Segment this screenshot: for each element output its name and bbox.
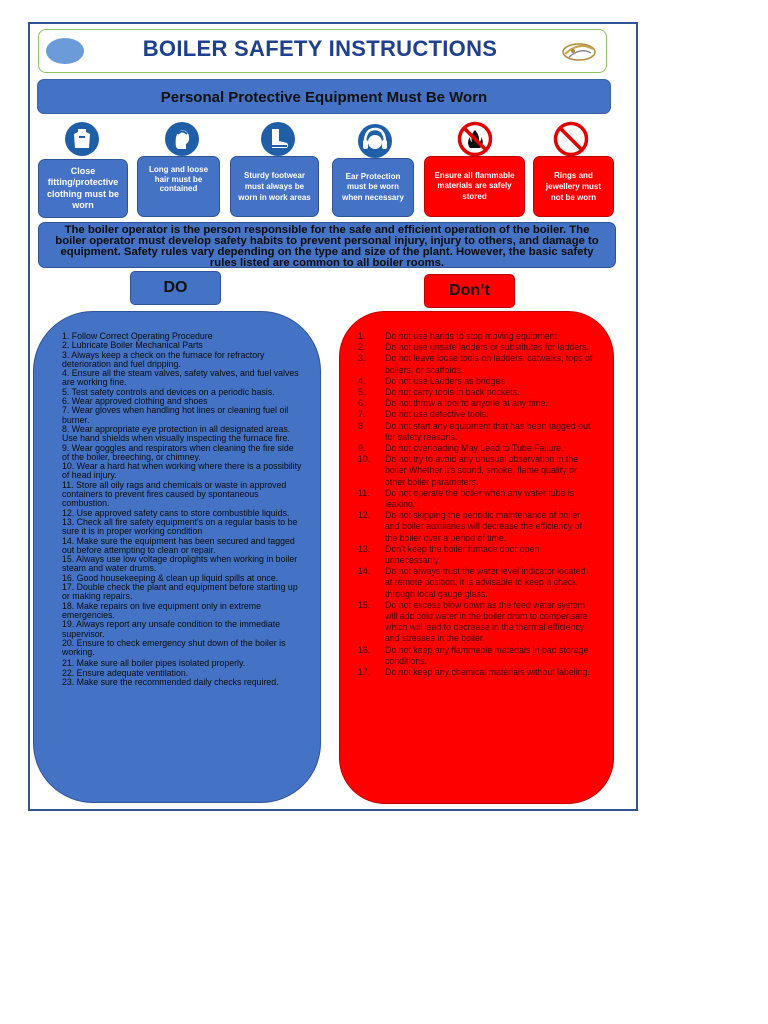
ppe-card-clothing: Close fitting/protective clothing must be worn — [38, 159, 128, 218]
do-list-item: 18. Make repairs on live equipment only in extreme emergencies. — [62, 600, 262, 620]
prohibition-icon — [553, 121, 589, 157]
ppe-banner — [37, 79, 611, 114]
dont-item-number: 4. — [358, 375, 366, 386]
ppe-card-flammable: Ensure all flammable materials are safely stored — [424, 156, 525, 217]
dont-item-number: 6. — [358, 398, 366, 409]
dont-list-item — [358, 566, 594, 600]
dont-list-item — [358, 421, 594, 443]
dont-item-number: 13. — [358, 543, 371, 554]
do-list-item: 16. Good housekeeping & clean up liquid spills at once. — [62, 572, 279, 583]
dont-item-text: Do not operate the boiler when any water tube is leaking. — [385, 487, 575, 510]
dont-item-text: Do not start any equipment that has been tagged out for safety reasons. — [385, 420, 591, 442]
dont-list-item — [358, 409, 594, 420]
dont-item-text: Do not use hands to stop moving equipment — [385, 331, 558, 341]
title-oval-decoration — [46, 38, 84, 64]
dont-item-text: Do not skipping the periodic maintenance of boiler and boiler auxiliaries will decrease the efficiency of the boiler over a period of time. — [385, 510, 582, 543]
company-logo-icon — [561, 39, 597, 65]
apron-icon — [64, 121, 100, 157]
dont-list-item — [358, 331, 594, 342]
dont-item-number: 16. — [358, 644, 371, 655]
dont-list-item — [358, 667, 594, 678]
dont-list-item — [358, 510, 594, 544]
dont-item-number: 1. — [358, 331, 366, 341]
do-list-item: 13. Check all fire safety equipment's on a regular basis to be sure it is in proper working condition — [62, 516, 298, 537]
ppe-card-jewellery: Rings and jewellery must not be worn — [533, 156, 614, 217]
dont-item-text: Do not use defective tools. — [385, 409, 489, 420]
ppe-card-footwear: Sturdy footwear must always be worn in work areas — [230, 156, 319, 217]
dont-list-item — [358, 600, 594, 645]
dont-item-number: 2. — [358, 342, 366, 353]
dont-list-item — [358, 454, 594, 488]
dont-list-item — [358, 443, 594, 454]
dont-list-item — [358, 645, 594, 667]
ppe-card-ear-protection: Ear Protection must be worn when necessary — [332, 158, 414, 217]
page-title: BOILER SAFETY INSTRUCTIONS — [142, 36, 498, 61]
dont-item-text: Don't keep the boiler furnace door open unnecessarily. — [385, 543, 540, 566]
do-list-item: 1. Follow Correct Operating Procedure — [62, 331, 213, 341]
dont-item-number: 5. — [358, 387, 366, 398]
dont-list-item — [358, 488, 594, 510]
do-list — [62, 332, 302, 687]
dont-item-text: Do not keep any flammable materials in bad storage conditions. — [385, 644, 589, 666]
do-list-item: 4. Ensure all the steam valves, safety valves, and fuel valves are working fine. — [62, 368, 299, 388]
do-list-item: 11. Store all oily rags and chemicals or waste in approved containers to prevent fires caused by spontaneous combustion. — [62, 479, 287, 509]
do-list-item: 7. Wear gloves when handling hot lines or cleaning fuel oil burner. — [62, 405, 289, 425]
dont-list — [358, 331, 594, 678]
dont-item-number: 14. — [358, 566, 371, 577]
do-list-item: 21. Make sure all boiler pipes isolated properly. — [62, 658, 246, 669]
do-list-item: 17. Double check the plant and equipment before starting up or making repairs. — [62, 582, 298, 602]
dont-item-text: Do not use unsafe ladders or substitutes for ladders. — [385, 342, 589, 353]
do-list-item: 19. Always report any unsafe condition to the immediate supervisor. — [62, 619, 281, 639]
safety-boot-icon — [260, 121, 296, 157]
do-list-item: 23. Make sure the recommended daily checks required. — [62, 676, 279, 687]
dont-list-item — [358, 544, 594, 566]
dont-list-item — [358, 353, 594, 375]
do-list-item: 14. Make sure the equipment has been secured and tagged out before attempting to clean or repair. — [62, 535, 295, 555]
dont-list-item — [358, 376, 594, 387]
do-list-item: 12. Use approved safety cans to store combustible liquids. — [62, 507, 290, 518]
dont-item-number: 17. — [358, 667, 371, 678]
dont-item-text: Do not carry tools in back pockets. — [385, 387, 520, 398]
intro-panel — [38, 222, 616, 268]
dont-item-number: 15. — [358, 599, 371, 610]
dont-list-item — [358, 398, 594, 409]
hair-cover-icon — [164, 121, 200, 157]
do-list-item: 2. Lubricate Boiler Mechanical Parts — [62, 340, 203, 351]
do-list-item: 10. Wear a hard hat when working where there is a possibility of head injury. — [62, 461, 302, 481]
do-list-item: 20. Ensure to check emergency shut down of the boiler is working. — [62, 637, 286, 658]
dont-list-item — [358, 342, 594, 353]
ppe-banner-text: Personal Protective Equipment Must Be Worn — [160, 89, 488, 106]
dont-item-text: Do not excess blow down as the feed water system will add cold water in the boiler drum to compensate which will lead to decrease in the thermal efficiency and stresses in the boiler. — [385, 599, 588, 644]
dont-item-text: Do not leave loose tools on ladders, catwalks, tops of boilers, or scaffolds. — [385, 353, 593, 375]
do-list-item: 15. Always use low voltage droplights when working in boiler steam and water drums. — [62, 554, 298, 574]
do-list-item: 3. Always keep a check on the furnace for refractory deterioration and fuel dripping. — [62, 349, 265, 369]
ppe-card-hair: Long and loose hair must be contained — [137, 156, 220, 217]
dont-item-text: Do not always trust the water level indicator located at remote position, it is advisable to keep a check through local gauge glass. — [385, 566, 586, 599]
no-fire-icon — [457, 121, 493, 157]
ear-protection-icon — [357, 123, 393, 159]
dont-item-number: 11. — [358, 487, 370, 498]
dont-item-number: 12. — [358, 510, 371, 521]
dont-item-number: 8 — [358, 420, 363, 431]
dont-item-text: Do not try to avoid any unusual observation in the boiler Whether it's sound, smoke, flame quality or other boiler parameters. — [385, 454, 579, 487]
dont-item-text: Do not keep any chemical materials without labeling. — [385, 667, 590, 678]
do-list-item: 5. Test safety controls and devices on a periodic basis. — [62, 386, 275, 397]
do-list-item: 9. Wear goggles and respirators when cleaning the fire side of the boiler, breeching, or chimney. — [62, 442, 294, 462]
do-list-item: 22. Ensure adequate ventilation. — [62, 667, 189, 678]
dont-heading: Don’t — [424, 274, 515, 308]
do-list-item: 8. Wear appropriate eye protection in all designated areas. Use hand shields when visually inspecting the furnace fire. — [62, 423, 291, 444]
dont-item-number: 9. — [358, 443, 366, 454]
do-list-item: 6. Wear approved clothing and shoes — [62, 396, 208, 407]
dont-item-text: Do not throw a tool to anyone at any time. — [385, 398, 548, 409]
do-heading: DO — [130, 271, 221, 305]
dont-item-number: 10. — [358, 454, 371, 465]
dont-item-text: Do not use Ladders as bridges — [385, 375, 505, 386]
dont-item-text: Do not overloading May Lead to Tube Failure. — [385, 443, 564, 454]
intro-text: The boiler operator is the person responsible for the safe and efficient operation of the boiler. The boiler operator must develop safety habits to prevent personal injury, injury to others, and damage to equipment. Safety rules vary depending on the type and size of the plant. However, the basic safety rules listed are common to all boiler rooms. — [55, 224, 599, 269]
dont-item-number: 3. — [358, 353, 366, 364]
dont-item-number: 7. — [358, 409, 366, 420]
dont-list-item — [358, 387, 594, 398]
